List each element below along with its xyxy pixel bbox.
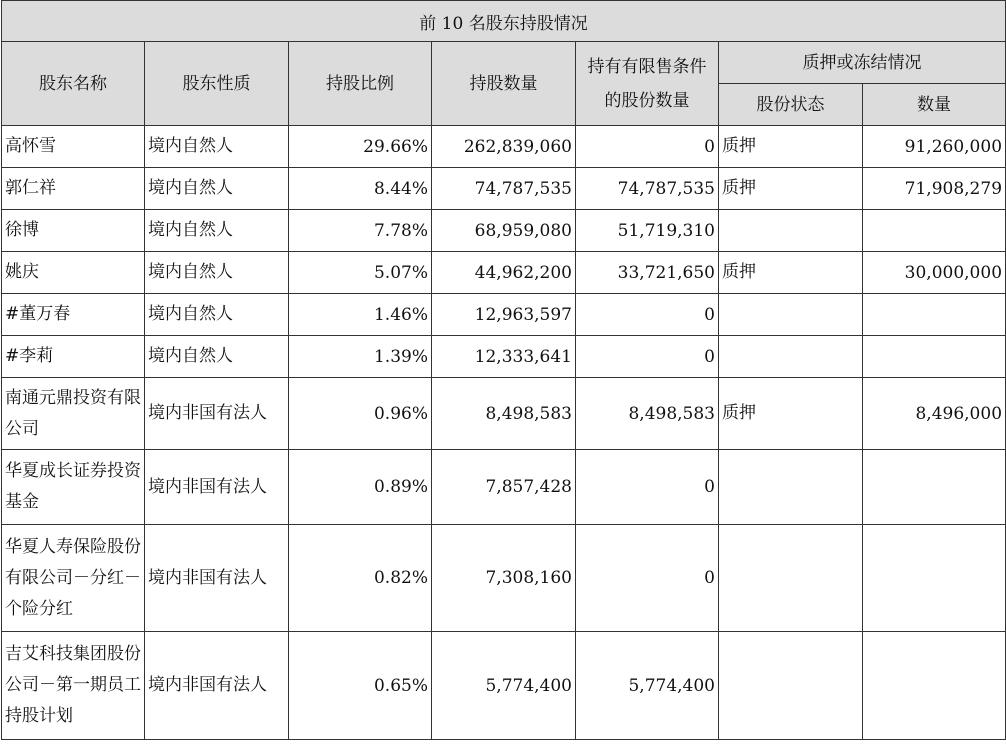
cell-ratio: 5.07% [289, 252, 432, 294]
cell-pledge-status: 质押 [719, 378, 863, 450]
cell-quantity: 74,787,535 [432, 168, 576, 210]
header-quantity: 持股数量 [432, 42, 576, 126]
cell-name: 吉艾科技集团股份公司－第一期员工持股计划 [2, 632, 145, 740]
cell-ratio: 1.46% [289, 294, 432, 336]
top10-shareholders-table [1, 0, 1006, 740]
cell-pledge-quantity: 91,260,000 [863, 126, 1006, 168]
cell-pledge-quantity [863, 525, 1006, 632]
cell-name: 徐博 [2, 210, 145, 252]
cell-quantity: 12,333,641 [432, 336, 576, 378]
cell-restricted: 8,498,583 [576, 378, 719, 450]
cell-nature: 境内非国有法人 [145, 378, 289, 450]
cell-pledge-status: 质押 [719, 126, 863, 168]
cell-nature: 境内自然人 [145, 168, 289, 210]
cell-quantity: 68,959,080 [432, 210, 576, 252]
cell-name: #董万春 [2, 294, 145, 336]
cell-restricted: 5,774,400 [576, 632, 719, 740]
cell-pledge-status [719, 210, 863, 252]
cell-quantity: 44,962,200 [432, 252, 576, 294]
cell-quantity: 7,857,428 [432, 450, 576, 525]
cell-name: #李莉 [2, 336, 145, 378]
header-pledge-status: 股份状态 [719, 84, 863, 126]
cell-name: 华夏人寿保险股份有限公司－分红－个险分红 [2, 525, 145, 632]
table-row [2, 378, 1006, 450]
table-row [2, 210, 1006, 252]
cell-quantity: 7,308,160 [432, 525, 576, 632]
cell-ratio: 0.65% [289, 632, 432, 740]
cell-nature: 境内自然人 [145, 252, 289, 294]
table-row [2, 632, 1006, 740]
cell-pledge-quantity: 30,000,000 [863, 252, 1006, 294]
cell-ratio: 0.96% [289, 378, 432, 450]
cell-restricted: 0 [576, 336, 719, 378]
cell-pledge-quantity [863, 450, 1006, 525]
cell-pledge-status [719, 336, 863, 378]
cell-restricted: 33,721,650 [576, 252, 719, 294]
header-restricted-line1: 持有有限售条件 [587, 56, 707, 77]
cell-nature: 境内非国有法人 [145, 632, 289, 740]
cell-ratio: 1.39% [289, 336, 432, 378]
cell-quantity: 5,774,400 [432, 632, 576, 740]
header-restricted-line2: 的股份数量 [604, 90, 690, 111]
cell-quantity: 262,839,060 [432, 126, 576, 168]
cell-name: 姚庆 [2, 252, 145, 294]
cell-quantity: 12,963,597 [432, 294, 576, 336]
cell-pledge-status [719, 525, 863, 632]
cell-restricted: 51,719,310 [576, 210, 719, 252]
cell-pledge-status: 质押 [719, 252, 863, 294]
header-nature: 股东性质 [145, 42, 289, 126]
header-pledge-group: 质押或冻结情况 [719, 42, 1006, 84]
table-row [2, 336, 1006, 378]
cell-ratio: 8.44% [289, 168, 432, 210]
cell-ratio: 0.89% [289, 450, 432, 525]
cell-restricted: 0 [576, 294, 719, 336]
cell-ratio: 29.66% [289, 126, 432, 168]
table-row [2, 294, 1006, 336]
cell-ratio: 7.78% [289, 210, 432, 252]
cell-pledge-status [719, 632, 863, 740]
header-restricted [576, 42, 719, 126]
cell-nature: 境内自然人 [145, 126, 289, 168]
cell-name: 华夏成长证券投资基金 [2, 450, 145, 525]
cell-pledge-status [719, 294, 863, 336]
cell-pledge-quantity [863, 210, 1006, 252]
cell-restricted: 0 [576, 450, 719, 525]
cell-pledge-quantity [863, 336, 1006, 378]
cell-pledge-quantity [863, 632, 1006, 740]
cell-nature: 境内自然人 [145, 336, 289, 378]
cell-nature: 境内自然人 [145, 210, 289, 252]
header-ratio: 持股比例 [289, 42, 432, 126]
table-row [2, 252, 1006, 294]
cell-pledge-quantity: 8,496,000 [863, 378, 1006, 450]
table-row [2, 168, 1006, 210]
table-row [2, 450, 1006, 525]
table-row [2, 525, 1006, 632]
cell-restricted: 0 [576, 126, 719, 168]
header-name: 股东名称 [2, 42, 145, 126]
cell-nature: 境内非国有法人 [145, 525, 289, 632]
table-body [2, 126, 1006, 740]
cell-pledge-status [719, 450, 863, 525]
cell-name: 高怀雪 [2, 126, 145, 168]
cell-nature: 境内非国有法人 [145, 450, 289, 525]
cell-pledge-quantity [863, 294, 1006, 336]
table-row [2, 126, 1006, 168]
cell-name: 南通元鼎投资有限公司 [2, 378, 145, 450]
cell-nature: 境内自然人 [145, 294, 289, 336]
header-pledge-quantity: 数量 [863, 84, 1006, 126]
table-title: 前 10 名股东持股情况 [2, 1, 1006, 42]
cell-ratio: 0.82% [289, 525, 432, 632]
cell-restricted: 74,787,535 [576, 168, 719, 210]
cell-quantity: 8,498,583 [432, 378, 576, 450]
cell-name: 郭仁祥 [2, 168, 145, 210]
cell-pledge-status: 质押 [719, 168, 863, 210]
cell-pledge-quantity: 71,908,279 [863, 168, 1006, 210]
cell-restricted: 0 [576, 525, 719, 632]
